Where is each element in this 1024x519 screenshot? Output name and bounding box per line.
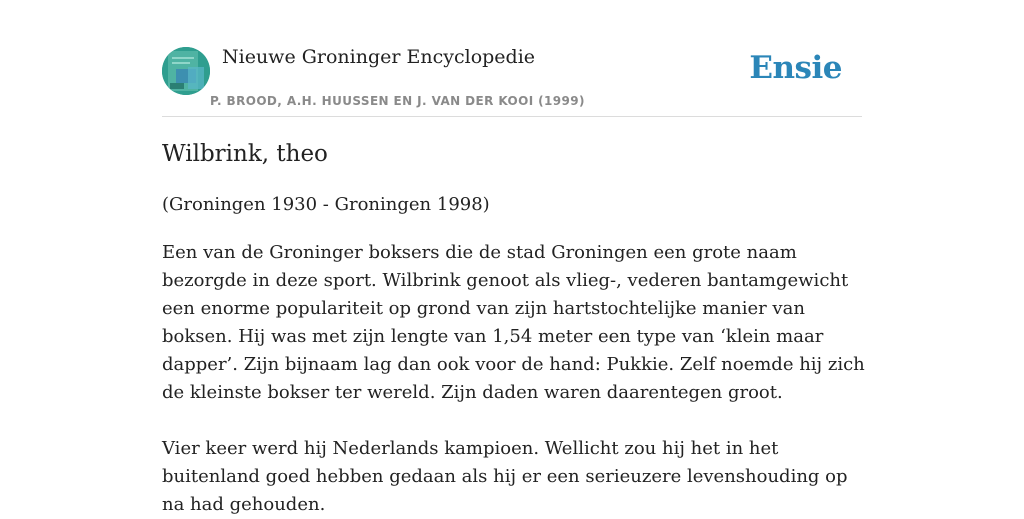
ensie-logo[interactable]: Ensie: [749, 50, 842, 86]
entry-body: [162, 239, 867, 519]
page: [162, 0, 865, 515]
entry-paragraph: Een van de Groninger boksers die de stad Groningen een grote naam bezorgde in deze sport. Wilbrink genoot als vlieg-, vederen bantamgewicht een enorme populariteit op grond van zijn hartstochtelijke manier van boksen. Hij was met zijn lengte van 1,54 meter een type van ‘klein maar dapper’. Zijn bijnaam lag dan ook voor de hand: Pukkie. Zelf noemde hij zich de kleinste bokser ter wereld. Zijn daden waren daarentegen groot.: [162, 242, 865, 403]
book-cover-icon[interactable]: [162, 47, 210, 95]
source-header: [162, 0, 862, 117]
entry-subtitle: (Groningen 1930 - Groningen 1998): [162, 194, 490, 215]
entry-title: Wilbrink, theo: [162, 141, 328, 167]
entry-paragraph: Vier keer werd hij Nederlands kampioen. Wellicht zou hij het in het buitenland goed hebben gedaan als hij er een serieuzere levenshouding op na had gehouden.: [162, 438, 848, 515]
book-authors: P. BROOD, A.H. HUUSSEN EN J. VAN DER KOOI (1999): [210, 94, 585, 108]
book-title[interactable]: Nieuwe Groninger Encyclopedie: [222, 46, 536, 68]
